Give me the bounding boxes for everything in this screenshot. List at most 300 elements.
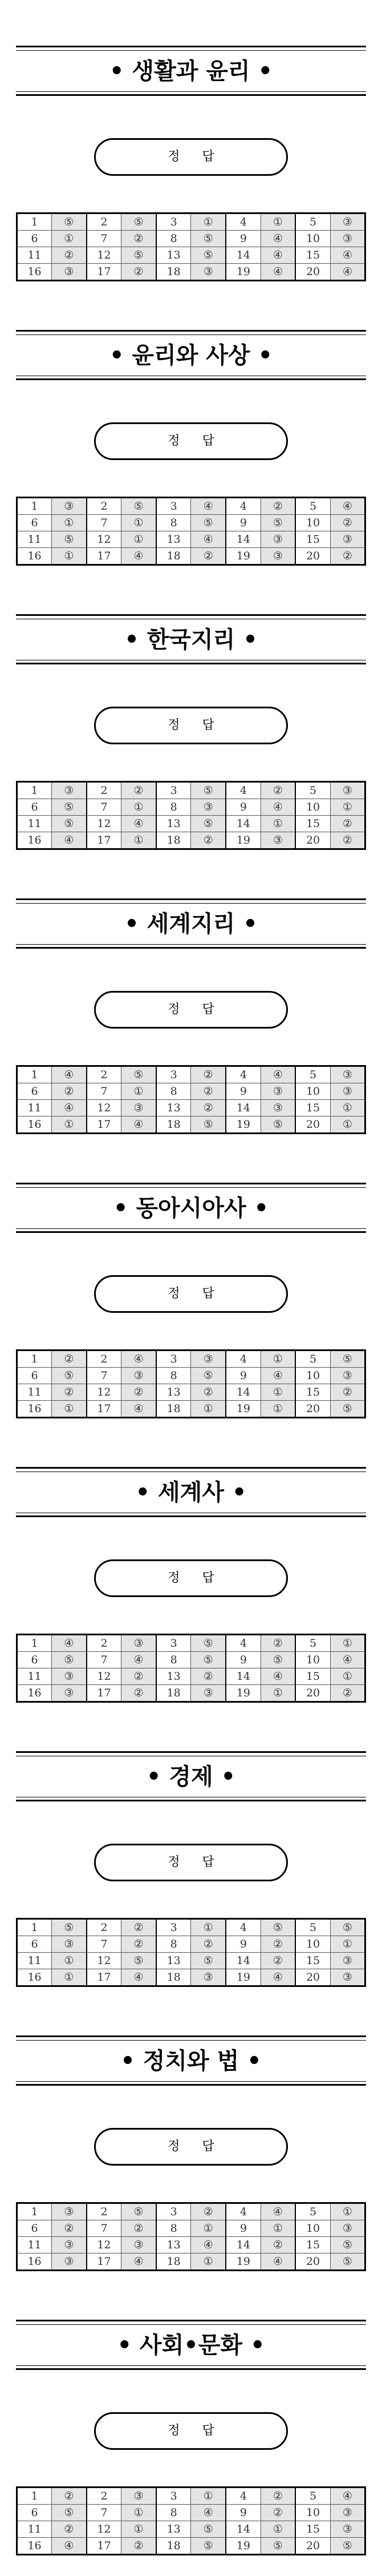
subject-title-band xyxy=(16,1467,366,1518)
question-number: 19 xyxy=(226,1401,261,1418)
question-number: 7 xyxy=(87,515,121,531)
question-number: 13 xyxy=(156,247,191,264)
subject-section xyxy=(0,1421,382,1706)
answer-choice: ④ xyxy=(121,1652,156,1668)
answer-row xyxy=(17,1083,365,1100)
answer-choice: ⑤ xyxy=(121,247,156,264)
answer-table xyxy=(16,1349,366,1418)
question-number: 20 xyxy=(295,2538,330,2555)
answer-label: 정 답 xyxy=(168,2139,223,2154)
question-number: 8 xyxy=(156,1368,191,1384)
subject-title-band xyxy=(16,614,366,666)
question-number: 16 xyxy=(17,1685,52,1702)
question-number: 10 xyxy=(295,1936,330,1953)
answer-choice: ⑤ xyxy=(121,498,156,515)
question-number: 11 xyxy=(17,531,52,548)
subject-title-band xyxy=(16,46,366,97)
answer-choice: ④ xyxy=(261,1668,295,1685)
question-number: 17 xyxy=(87,1116,121,1134)
subject-title: • 세계사 • xyxy=(135,1480,247,1506)
question-number: 9 xyxy=(226,1936,261,1953)
answer-choice: ② xyxy=(52,2220,87,2237)
question-number: 5 xyxy=(295,1635,330,1652)
answer-choice: ⑤ xyxy=(191,1953,226,1969)
answer-choice: ② xyxy=(121,1936,156,1953)
answer-choice: ② xyxy=(261,2237,295,2254)
question-number: 11 xyxy=(17,1668,52,1685)
answer-choice: ④ xyxy=(261,1066,295,1083)
answer-choice: ④ xyxy=(191,2505,226,2521)
answer-choice: ② xyxy=(191,548,226,565)
title-rule-line xyxy=(16,898,366,900)
question-number: 3 xyxy=(156,1351,191,1368)
title-rule-line xyxy=(16,46,366,47)
answer-choice: ③ xyxy=(330,1953,365,1969)
answer-row xyxy=(17,2538,365,2555)
question-number: 3 xyxy=(156,1919,191,1936)
answer-choice: ① xyxy=(52,1116,87,1134)
question-number: 6 xyxy=(17,2505,52,2521)
question-number: 3 xyxy=(156,782,191,799)
question-number: 1 xyxy=(17,213,52,231)
answer-choice: ① xyxy=(191,1401,226,1418)
question-number: 1 xyxy=(17,1635,52,1652)
answer-choice: ② xyxy=(121,1685,156,1702)
answer-choice: ③ xyxy=(52,1685,87,1702)
answer-choice: ② xyxy=(261,2505,295,2521)
question-number: 16 xyxy=(17,548,52,565)
answer-choice: ② xyxy=(52,1083,87,1100)
question-number: 8 xyxy=(156,1083,191,1100)
question-number: 15 xyxy=(295,1668,330,1685)
answer-choice: ④ xyxy=(121,1116,156,1134)
answer-row xyxy=(17,782,365,799)
title-rule-line xyxy=(16,1751,366,1753)
question-number: 10 xyxy=(295,1368,330,1384)
answer-table xyxy=(16,781,366,850)
question-number: 5 xyxy=(295,498,330,515)
question-number: 8 xyxy=(156,1652,191,1668)
question-number: 11 xyxy=(17,2521,52,2538)
question-number: 17 xyxy=(87,264,121,281)
answer-choice: ② xyxy=(261,782,295,799)
question-number: 10 xyxy=(295,231,330,247)
answer-row xyxy=(17,1685,365,1702)
answer-row xyxy=(17,231,365,247)
answer-choice: ⑤ xyxy=(52,1652,87,1668)
answer-choice: ① xyxy=(191,213,226,231)
question-number: 6 xyxy=(17,515,52,531)
subject-title: • 생활과 윤리 • xyxy=(109,58,273,84)
answer-choice: ④ xyxy=(121,1401,156,1418)
question-number: 9 xyxy=(226,799,261,816)
answer-choice: ③ xyxy=(52,2203,87,2220)
question-number: 13 xyxy=(156,2237,191,2254)
answer-label: 정 답 xyxy=(168,1571,223,1585)
question-number: 8 xyxy=(156,2220,191,2237)
answer-choice: ④ xyxy=(261,231,295,247)
answer-row xyxy=(17,1668,365,1685)
question-number: 18 xyxy=(156,2254,191,2271)
answer-choice: ① xyxy=(330,1116,365,1134)
question-number: 4 xyxy=(226,1635,261,1652)
answer-choice: ③ xyxy=(261,832,295,849)
subject-title-band xyxy=(16,2035,366,2087)
answer-choice: ⑤ xyxy=(191,816,226,832)
question-number: 6 xyxy=(17,1368,52,1384)
answer-choice: ③ xyxy=(52,2254,87,2271)
answer-row xyxy=(17,2505,365,2521)
question-number: 12 xyxy=(87,2521,121,2538)
question-number: 18 xyxy=(156,548,191,565)
answer-choice: ③ xyxy=(330,531,365,548)
question-number: 11 xyxy=(17,247,52,264)
subject-title: • 경제 • xyxy=(146,1764,236,1790)
question-number: 16 xyxy=(17,264,52,281)
answer-label-box xyxy=(94,1559,288,1597)
question-number: 18 xyxy=(156,1685,191,1702)
title-rule-line xyxy=(16,1467,366,1469)
answer-choice: ⑤ xyxy=(330,2538,365,2555)
answer-choice: ④ xyxy=(330,2488,365,2505)
question-number: 5 xyxy=(295,2203,330,2220)
answer-choice: ① xyxy=(121,1083,156,1100)
subject-section xyxy=(0,284,382,569)
answer-choice: ⑤ xyxy=(52,531,87,548)
answer-row xyxy=(17,498,365,515)
answer-choice: ② xyxy=(121,782,156,799)
question-number: 12 xyxy=(87,1953,121,1969)
answer-choice: ③ xyxy=(330,782,365,799)
answer-choice: ① xyxy=(261,1685,295,1702)
answer-choice: ② xyxy=(121,264,156,281)
answer-choice: ⑤ xyxy=(330,2254,365,2271)
title-rule-line xyxy=(16,2368,366,2370)
title-rule-line xyxy=(16,903,366,904)
question-number: 15 xyxy=(295,531,330,548)
answer-choice: ② xyxy=(191,1066,226,1083)
question-number: 16 xyxy=(17,832,52,849)
question-number: 17 xyxy=(87,1401,121,1418)
question-number: 3 xyxy=(156,498,191,515)
answer-choice: ③ xyxy=(261,1100,295,1116)
question-number: 13 xyxy=(156,2521,191,2538)
answer-choice: ⑤ xyxy=(121,2203,156,2220)
answer-label-box xyxy=(94,422,288,460)
title-rule-line xyxy=(16,2081,366,2082)
answer-choice: ⑤ xyxy=(191,1635,226,1652)
question-number: 18 xyxy=(156,1401,191,1418)
answer-choice: ③ xyxy=(191,1685,226,1702)
answer-label-box xyxy=(94,707,288,744)
question-number: 8 xyxy=(156,231,191,247)
answer-choice: ② xyxy=(52,2521,87,2538)
question-number: 10 xyxy=(295,1652,330,1668)
answer-table xyxy=(16,1065,366,1134)
answer-choice: ④ xyxy=(330,1652,365,1668)
answer-choice: ③ xyxy=(191,799,226,816)
answer-choice: ④ xyxy=(52,1066,87,1083)
answer-choice: ③ xyxy=(121,2237,156,2254)
question-number: 18 xyxy=(156,264,191,281)
answer-choice: ⑤ xyxy=(52,213,87,231)
answer-choice: ② xyxy=(52,2488,87,2505)
question-number: 9 xyxy=(226,1652,261,1668)
title-rule-line xyxy=(16,2035,366,2037)
answer-choice: ① xyxy=(52,1969,87,1986)
answer-choice: ① xyxy=(330,1936,365,1953)
answer-choice: ② xyxy=(121,231,156,247)
answer-choice: ⑤ xyxy=(330,1401,365,1418)
subject-title: • 동아시아사 • xyxy=(113,1195,269,1222)
answer-row xyxy=(17,515,365,531)
subject-section xyxy=(0,2274,382,2558)
title-rule-line xyxy=(16,2365,366,2366)
answer-choice: ③ xyxy=(52,782,87,799)
answer-choice: ① xyxy=(330,2203,365,2220)
answer-choice: ④ xyxy=(261,247,295,264)
answer-choice: ① xyxy=(191,2220,226,2237)
question-number: 20 xyxy=(295,548,330,565)
question-number: 14 xyxy=(226,816,261,832)
answer-choice: ④ xyxy=(52,832,87,849)
answer-table xyxy=(16,2202,366,2271)
answer-row xyxy=(17,1368,365,1384)
question-number: 16 xyxy=(17,2254,52,2271)
question-number: 14 xyxy=(226,247,261,264)
answer-row xyxy=(17,1919,365,1936)
answer-row xyxy=(17,1953,365,1969)
answer-row xyxy=(17,1401,365,1418)
answer-label: 정 답 xyxy=(168,1287,223,1301)
question-number: 9 xyxy=(226,2505,261,2521)
subject-title-band xyxy=(16,898,366,950)
question-number: 15 xyxy=(295,816,330,832)
answer-label-box xyxy=(94,138,288,176)
answer-choice: ⑤ xyxy=(121,1953,156,1969)
answer-choice: ④ xyxy=(261,264,295,281)
answer-choice: ⑤ xyxy=(191,1116,226,1134)
subject-title: • 사회•문화 • xyxy=(117,2332,265,2359)
answer-table xyxy=(16,1634,366,1703)
question-number: 7 xyxy=(87,1083,121,1100)
question-number: 4 xyxy=(226,1919,261,1936)
question-number: 1 xyxy=(17,2488,52,2505)
answer-label-box xyxy=(94,1275,288,1313)
question-number: 14 xyxy=(226,531,261,548)
question-number: 6 xyxy=(17,1083,52,1100)
answer-choice: ⑤ xyxy=(191,231,226,247)
title-rule-line xyxy=(16,2084,366,2086)
answer-choice: ⑤ xyxy=(330,2237,365,2254)
answer-choice: ⑤ xyxy=(261,2538,295,2555)
answer-choice: ① xyxy=(191,2254,226,2271)
answer-choice: ① xyxy=(121,2505,156,2521)
title-rule-line xyxy=(16,2324,366,2325)
subject-title-band xyxy=(16,330,366,381)
answer-choice: ② xyxy=(121,1384,156,1401)
subject-title-band xyxy=(16,2320,366,2371)
answer-row xyxy=(17,548,365,565)
answer-label: 정 답 xyxy=(168,2424,223,2438)
answer-choice: ③ xyxy=(121,1635,156,1652)
question-number: 18 xyxy=(156,2538,191,2555)
question-number: 1 xyxy=(17,1919,52,1936)
question-number: 13 xyxy=(156,531,191,548)
answer-label-box xyxy=(94,2128,288,2166)
answer-choice: ② xyxy=(191,1100,226,1116)
answer-choice: ⑤ xyxy=(191,515,226,531)
answer-choice: ① xyxy=(261,2220,295,2237)
answer-choice: ② xyxy=(261,1953,295,1969)
question-number: 7 xyxy=(87,1368,121,1384)
question-number: 16 xyxy=(17,2538,52,2555)
title-rule-line xyxy=(16,2320,366,2321)
answer-choice: ② xyxy=(191,1083,226,1100)
answer-row xyxy=(17,247,365,264)
question-number: 4 xyxy=(226,1351,261,1368)
answer-choice: ⑤ xyxy=(191,782,226,799)
question-number: 10 xyxy=(295,2505,330,2521)
answer-choice: ⑤ xyxy=(191,2521,226,2538)
question-number: 1 xyxy=(17,1066,52,1083)
answer-choice: ⑤ xyxy=(121,213,156,231)
subject-title: • 한국지리 • xyxy=(124,627,258,653)
answer-choice: ③ xyxy=(330,2220,365,2237)
question-number: 15 xyxy=(295,247,330,264)
answer-choice: ③ xyxy=(191,264,226,281)
question-number: 5 xyxy=(295,1066,330,1083)
subject-title-band xyxy=(16,1183,366,1234)
question-number: 1 xyxy=(17,2203,52,2220)
question-number: 3 xyxy=(156,2203,191,2220)
question-number: 20 xyxy=(295,1401,330,1418)
question-number: 19 xyxy=(226,832,261,849)
answer-choice: ③ xyxy=(330,1368,365,1384)
title-rule-line xyxy=(16,378,366,380)
answer-choice: ① xyxy=(261,1401,295,1418)
question-number: 13 xyxy=(156,816,191,832)
question-number: 17 xyxy=(87,1685,121,1702)
answer-choice: ① xyxy=(261,213,295,231)
answer-label: 정 답 xyxy=(168,1855,223,1869)
question-number: 16 xyxy=(17,1969,52,1986)
answer-choice: ④ xyxy=(330,247,365,264)
answer-choice: ③ xyxy=(121,1100,156,1116)
answer-row xyxy=(17,1100,365,1116)
answer-choice: ③ xyxy=(121,1368,156,1384)
question-number: 10 xyxy=(295,1083,330,1100)
answer-choice: ① xyxy=(261,1351,295,1368)
question-number: 19 xyxy=(226,1969,261,1986)
answer-choice: ③ xyxy=(330,213,365,231)
subject-title: • 세계지리 • xyxy=(124,911,258,937)
answer-choice: ③ xyxy=(52,1936,87,1953)
subject-section xyxy=(0,853,382,1137)
title-rule-line xyxy=(16,1800,366,1801)
answer-row xyxy=(17,2220,365,2237)
title-rule-line xyxy=(16,1183,366,1184)
answer-choice: ⑤ xyxy=(191,1652,226,1668)
answer-choice: ③ xyxy=(191,1969,226,1986)
question-number: 15 xyxy=(295,1953,330,1969)
answer-choice: ⑤ xyxy=(261,515,295,531)
title-rule-line xyxy=(16,1187,366,1188)
question-number: 4 xyxy=(226,2488,261,2505)
title-rule-line xyxy=(16,1515,366,1517)
answer-choice: ⑤ xyxy=(261,1116,295,1134)
question-number: 13 xyxy=(156,1100,191,1116)
answer-choice: ④ xyxy=(52,1635,87,1652)
answer-row xyxy=(17,832,365,849)
answer-choice: ② xyxy=(330,832,365,849)
answer-choice: ① xyxy=(121,832,156,849)
question-number: 11 xyxy=(17,1100,52,1116)
answer-choice: ④ xyxy=(330,498,365,515)
question-number: 3 xyxy=(156,1635,191,1652)
answer-choice: ③ xyxy=(121,2488,156,2505)
answer-choice: ① xyxy=(191,1919,226,1936)
answer-choice: ① xyxy=(121,799,156,816)
answer-choice: ② xyxy=(261,498,295,515)
question-number: 15 xyxy=(295,1384,330,1401)
question-number: 14 xyxy=(226,1953,261,1969)
subject-title: • 윤리와 사상 • xyxy=(109,342,273,369)
answer-row xyxy=(17,1635,365,1652)
answer-choice: ③ xyxy=(330,1066,365,1083)
answer-choice: ④ xyxy=(121,548,156,565)
question-number: 17 xyxy=(87,2538,121,2555)
question-number: 11 xyxy=(17,1953,52,1969)
question-number: 3 xyxy=(156,1066,191,1083)
question-number: 18 xyxy=(156,832,191,849)
answer-row xyxy=(17,1066,365,1083)
answer-row xyxy=(17,1652,365,1668)
question-number: 2 xyxy=(87,1635,121,1652)
answer-row xyxy=(17,531,365,548)
answer-choice: ① xyxy=(330,799,365,816)
title-rule-line xyxy=(16,50,366,51)
title-rule-line xyxy=(16,330,366,332)
answer-choice: ⑤ xyxy=(261,1652,295,1668)
question-number: 5 xyxy=(295,1919,330,1936)
answer-choice: ① xyxy=(121,531,156,548)
answer-choice: ② xyxy=(191,1384,226,1401)
question-number: 17 xyxy=(87,1969,121,1986)
answer-choice: ④ xyxy=(261,1368,295,1384)
question-number: 9 xyxy=(226,515,261,531)
answer-choice: ③ xyxy=(330,1969,365,1986)
subject-section xyxy=(0,1990,382,2274)
answer-choice: ① xyxy=(52,1401,87,1418)
answer-choice: ⑤ xyxy=(261,1919,295,1936)
question-number: 17 xyxy=(87,832,121,849)
answer-label: 정 답 xyxy=(168,434,223,448)
answer-row xyxy=(17,213,365,231)
question-number: 3 xyxy=(156,2488,191,2505)
answer-choice: ② xyxy=(52,1351,87,1368)
answer-choice: ① xyxy=(121,515,156,531)
answer-choice: ② xyxy=(121,1919,156,1936)
question-number: 2 xyxy=(87,2488,121,2505)
answer-choice: ① xyxy=(52,515,87,531)
answer-choice: ① xyxy=(330,1635,365,1652)
question-number: 8 xyxy=(156,1936,191,1953)
answer-label: 정 답 xyxy=(168,150,223,164)
answer-choice: ① xyxy=(52,548,87,565)
answer-choice: ② xyxy=(121,2538,156,2555)
answer-choice: ⑤ xyxy=(191,247,226,264)
